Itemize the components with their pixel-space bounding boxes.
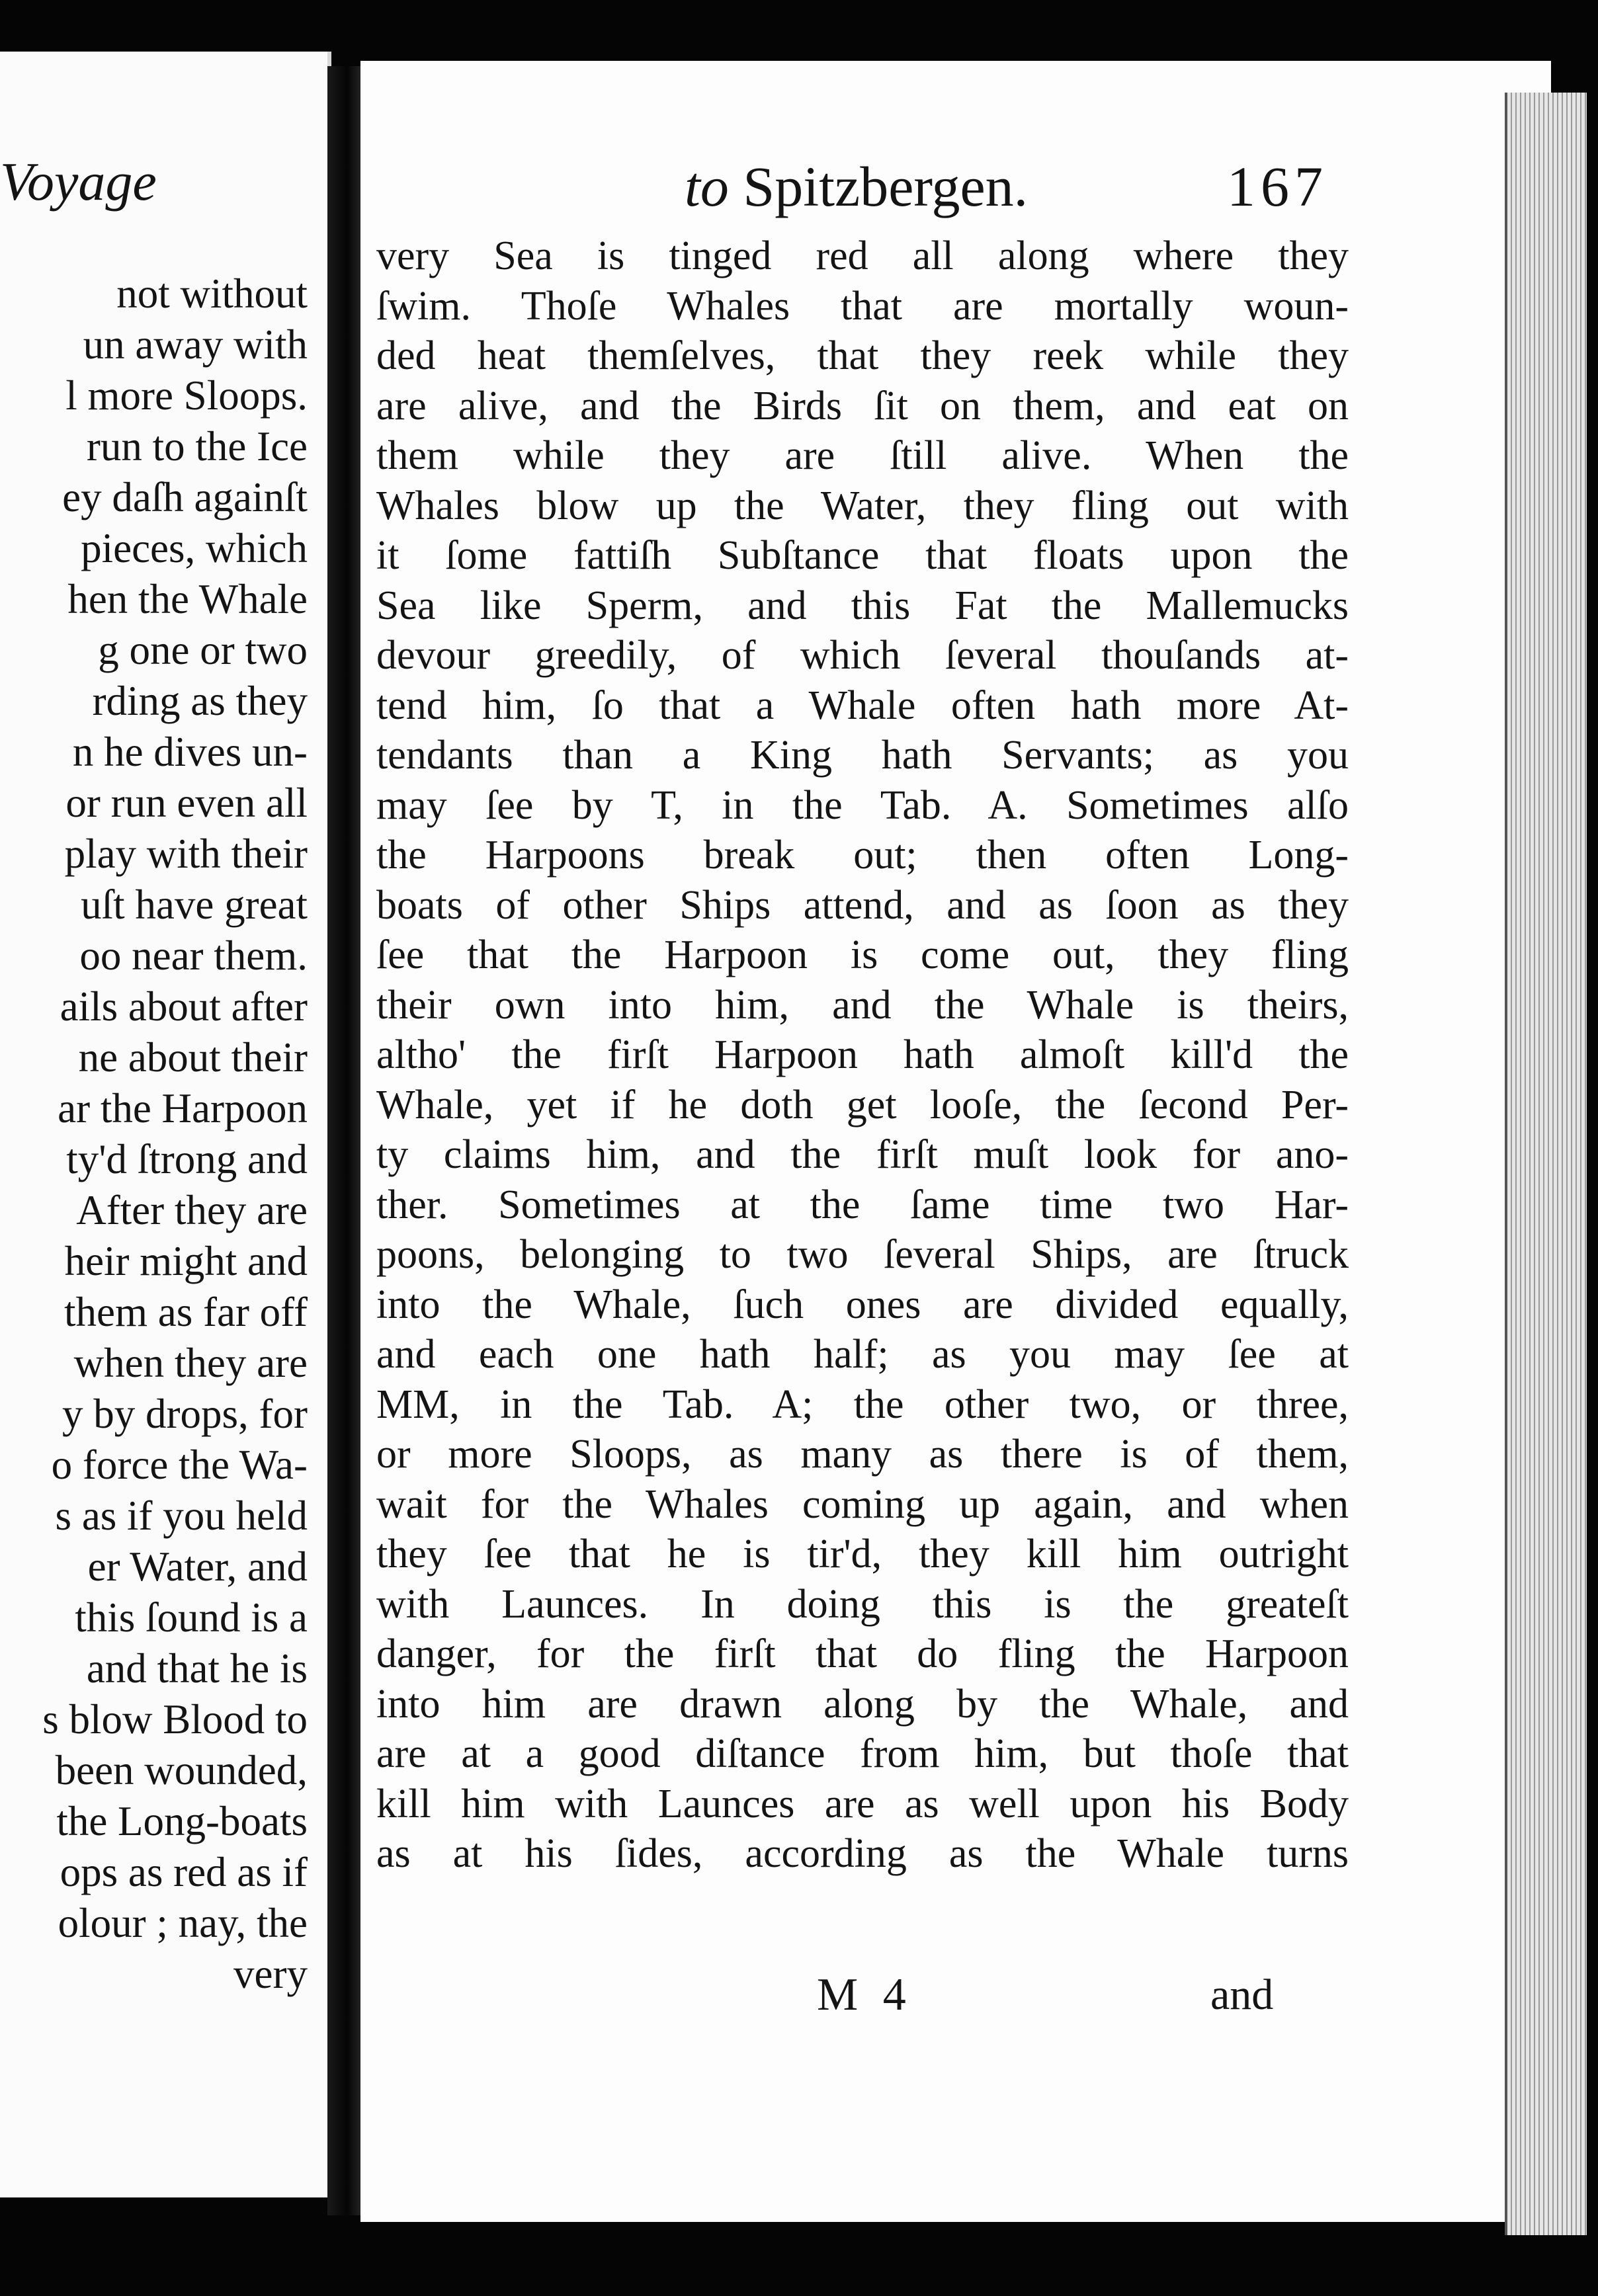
text-line: devour greedily, of which ſeveral thouſands at- — [376, 633, 1349, 678]
left-running-head: Voyage — [0, 151, 157, 212]
text-line: run to the Ice — [86, 423, 308, 470]
text-line: with Launces. In doing this is the greateſt — [376, 1581, 1349, 1627]
text-line: boats of other Ships attend, and as ſoon as they — [376, 882, 1349, 928]
text-line: ded heat themſelves, that they reek while they — [376, 333, 1349, 378]
left-page — [0, 52, 331, 2197]
text-line: into the Whale, ſuch ones are divided equally, — [376, 1282, 1349, 1327]
text-line: rding as they — [92, 678, 308, 724]
text-line: them while they are ſtill alive. When the — [376, 433, 1349, 478]
text-line: l more Sloops. — [65, 372, 308, 419]
text-line: ops as red as if — [60, 1849, 308, 1895]
text-line: ey daſh againſt — [62, 474, 308, 520]
text-line: been wounded, — [55, 1747, 308, 1793]
text-line: them as far off — [64, 1289, 308, 1335]
text-line: tendants than a King hath Servants; as you — [376, 733, 1349, 778]
text-line: heir might and — [64, 1238, 308, 1284]
text-line: ails about after — [60, 983, 308, 1030]
text-line: wait for the Whales coming up again, and when — [376, 1481, 1349, 1527]
text-line: hen the Whale — [67, 576, 308, 622]
text-line: g one or two — [98, 627, 308, 673]
text-line: ne about their — [78, 1034, 308, 1081]
text-line: the Long-boats — [56, 1798, 308, 1844]
text-line: ar the Harpoon — [58, 1085, 308, 1131]
right-page — [360, 61, 1551, 2222]
text-line: n he dives un- — [72, 729, 308, 775]
page-number: 167 — [1227, 155, 1328, 218]
text-line: pieces, which — [81, 525, 308, 571]
page-edges — [1505, 93, 1587, 2235]
text-line: are alive, and the Birds ſit on them, and eat on — [376, 383, 1349, 429]
text-line: when they are — [73, 1340, 308, 1386]
text-line: danger, for the firſt that do fling the Harpoon — [376, 1631, 1349, 1676]
text-line: the Harpoons break out; then often Long- — [376, 833, 1349, 878]
text-line: Sea like Sperm, and this Fat the Mallemucks — [376, 583, 1349, 628]
text-line: ty'd ſtrong and — [66, 1136, 308, 1182]
text-line: ther. Sometimes at the ſame time two Har- — [376, 1182, 1349, 1227]
text-line: o force the Wa- — [51, 1442, 308, 1488]
running-head — [360, 153, 1551, 220]
text-line: are at a good diſtance from him, but thoſe that — [376, 1731, 1349, 1776]
text-line: ſee that the Harpoon is come out, they fling — [376, 932, 1349, 977]
text-line: and that he is — [86, 1645, 308, 1692]
text-line: into him are drawn along by the Whale, and — [376, 1681, 1349, 1727]
signature-mark: M 4 — [817, 1969, 913, 2020]
running-head-prefix: to — [685, 155, 729, 218]
book-gutter — [327, 66, 360, 2215]
text-line: or run even all — [65, 780, 308, 826]
text-line: kill him with Launces are as well upon his Body — [376, 1781, 1349, 1826]
left-page-text — [0, 268, 308, 2000]
text-line: poons, belonging to two ſeveral Ships, are ſtruck — [376, 1232, 1349, 1277]
text-line: uſt have great — [81, 882, 308, 928]
text-line: may ſee by T, in the Tab. A. Sometimes alſo — [376, 782, 1349, 828]
text-line: tend him, ſo that a Whale often hath more At- — [376, 682, 1349, 728]
text-line: ty claims him, and the firſt muſt look for ano- — [376, 1132, 1349, 1177]
text-line: oo near them. — [79, 932, 308, 979]
text-line: olour ; nay, the — [58, 1900, 308, 1946]
text-line: Whales blow up the Water, they fling out with — [376, 483, 1349, 528]
text-line: or more Sloops, as many as there is of them, — [376, 1432, 1349, 1477]
page-footer — [360, 1965, 1551, 2025]
text-line: their own into him, and the Whale is theirs, — [376, 982, 1349, 1028]
text-line: it ſome fattiſh Subſtance that floats upon the — [376, 533, 1349, 578]
text-line: y by drops, for — [62, 1391, 308, 1437]
text-line: s blow Blood to — [42, 1696, 308, 1742]
text-line: MM, in the Tab. A; the other two, or three, — [376, 1381, 1349, 1427]
left-catchword: very — [233, 1951, 308, 1997]
text-line: altho' the firſt Harpoon hath almoſt kill'd the — [376, 1032, 1349, 1077]
text-line: play with their — [64, 831, 308, 877]
text-line: very Sea is tinged red all along where they — [376, 233, 1349, 278]
text-line: this ſound is a — [75, 1594, 308, 1641]
text-line: Whale, yet if he doth get looſe, the ſecond Per- — [376, 1082, 1349, 1128]
text-line: as at his ſides, according as the Whale turns — [376, 1831, 1349, 1876]
right-page-text — [376, 231, 1349, 1879]
running-head-title — [685, 153, 1028, 220]
text-line: and each one hath half; as you may ſee at — [376, 1332, 1349, 1377]
text-line: ſwim. Thoſe Whales that are mortally woun- — [376, 283, 1349, 329]
running-head-place: Spitzbergen. — [728, 155, 1029, 218]
catchword: and — [1210, 1971, 1274, 2019]
text-line: they ſee that he is tir'd, they kill him outright — [376, 1532, 1349, 1577]
text-line: er Water, and — [87, 1543, 308, 1590]
text-line: not without — [116, 270, 308, 317]
text-line: un away with — [83, 321, 308, 368]
text-line: After they are — [76, 1187, 308, 1233]
text-line: s as if you held — [55, 1493, 308, 1539]
